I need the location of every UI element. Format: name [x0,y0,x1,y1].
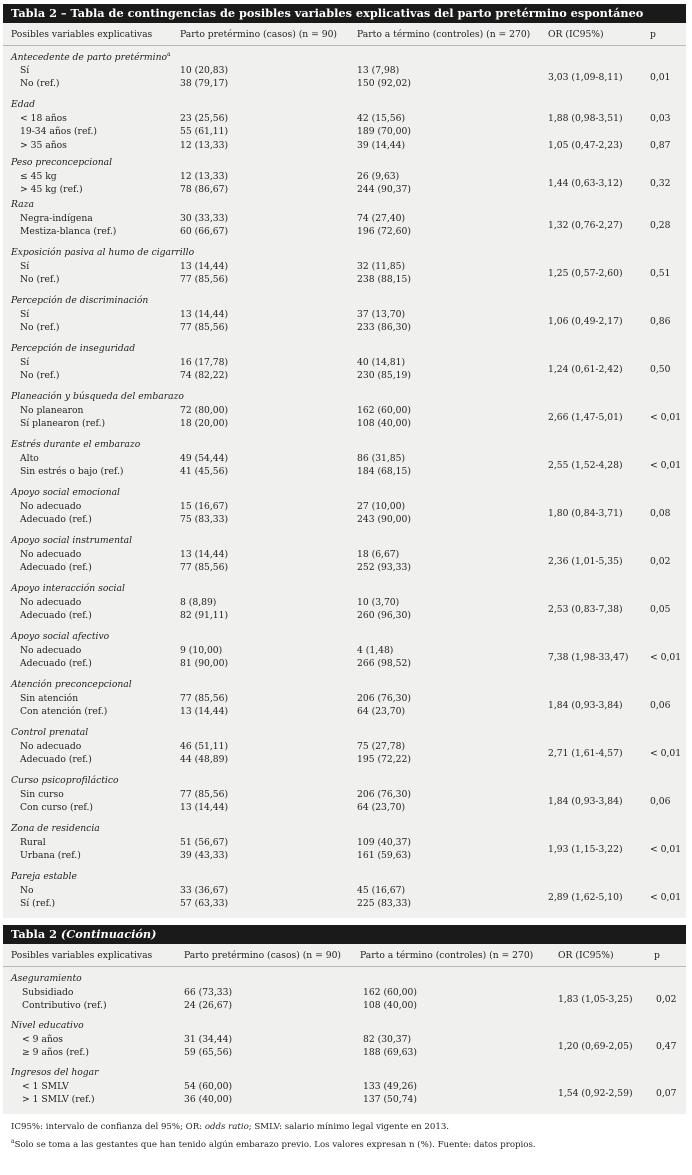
cell-or: 2,55 (1,52-4,28) [548,459,623,471]
cell-cases: 44 (48,89) [180,754,229,766]
cell-cases: 9 (10,00) [180,644,223,656]
cell-controls: 109 (40,37) [357,836,411,848]
cell-controls: 243 (90,00) [357,514,411,526]
group-name: Curso psicoprofiláctico [11,775,119,786]
cell-cases: 60 (66,67) [180,226,229,238]
cell-controls: 37 (13,70) [357,308,406,320]
group-name: Antecedente de parto pretérmino$^a$ [11,51,171,64]
cell-cases: 81 (90,00) [180,658,229,670]
cell-cases: 15 (16,67) [180,500,229,512]
cell-cases: 75 (83,33) [180,514,229,526]
table-footnotes [3,1114,686,1158]
variable-group [3,818,686,866]
group-name: Peso preconcepcional [11,157,113,168]
table-title-main: Tabla 2 [11,927,57,941]
cell-or: 1,25 (0,57-2,60) [548,267,623,279]
row-label: Sin curso [20,788,64,800]
group-name: Edad [11,99,35,110]
cell-or: 1,44 (0,63-3,12) [548,177,623,189]
variable-group [3,94,686,152]
row-label: Adecuado (ref.) [20,754,92,766]
row-label: No [20,884,34,896]
row-label: > 1 SMLV (ref.) [22,1094,95,1106]
cell-controls: 82 (30,37) [363,1033,412,1045]
row-label: Sí [20,64,30,76]
col-header-p: p [650,29,656,40]
cell-or: 1,84 (0,93-3,84) [548,699,623,711]
cell-or: 1,83 (1,05-3,25) [558,993,633,1005]
cell-controls: 64 (23,70) [357,706,406,718]
group-name: Nivel educativo [11,1020,84,1031]
cell-controls: 45 (16,67) [357,884,406,896]
cell-controls: 206 (76,30) [357,788,411,800]
row-label: Negra-indígena [20,212,93,224]
cell-cases: 13 (14,44) [180,548,229,560]
group-name: Apoyo social instrumental [11,535,133,546]
variable-group [3,578,686,626]
cell-controls: 195 (72,22) [357,754,411,766]
group-name: Apoyo social emocional [11,487,120,498]
variable-group [3,674,686,722]
group-name: Control prenatal [11,727,89,738]
cell-p: 0,02 [650,555,671,567]
row-label: 19-34 años (ref.) [20,126,97,138]
cell-cases: 55 (61,11) [180,126,229,138]
cell-or: 1,80 (0,84-3,71) [548,507,623,519]
variable-group [3,242,686,290]
cell-p: 0,03 [650,112,671,124]
table-title: Tabla 2 – Tabla de contingencias de posibles variables explicativas del parto pretérmino espontáneo [3,4,686,23]
cell-or: 2,66 (1,47-5,01) [548,411,623,423]
cell-controls: 108 (40,00) [357,418,411,430]
table-title-cont: (Continuación) [60,927,157,941]
cell-or: 2,53 (0,83-7,38) [548,603,623,615]
row-label: ≥ 9 años (ref.) [22,1047,89,1059]
cell-controls: 40 (14,81) [357,356,406,368]
cell-controls: 206 (76,30) [357,692,411,704]
cell-controls: 42 (15,56) [357,112,406,124]
row-label: No adecuado [20,644,82,656]
cell-p: 0,06 [650,795,671,807]
cell-cases: 46 (51,11) [180,740,229,752]
cell-cases: 13 (14,44) [180,308,229,320]
cell-p: < 0,01 [650,843,682,855]
row-label: Adecuado (ref.) [20,514,92,526]
cell-controls: 162 (60,00) [357,404,411,416]
row-label: No adecuado [20,548,82,560]
cell-cases: 13 (14,44) [180,802,229,814]
cell-p: < 0,01 [650,459,682,471]
col-header-cases: Parto pretérmino (casos) (n = 90) [180,29,338,40]
cell-p: 0,01 [650,71,671,83]
cell-p: < 0,01 [650,891,682,903]
footnote-note [11,1138,536,1150]
group-name: Aseguramiento [11,973,82,984]
variable-group [3,1061,686,1108]
cell-controls: 260 (96,30) [357,610,411,622]
variable-group [3,194,686,242]
cell-cases: 39 (43,33) [180,850,229,862]
cell-cases: 10 (20,83) [180,64,229,76]
row-label: > 35 años [20,140,67,152]
col-header-controls: Parto a término (controles) (n = 270) [357,29,531,40]
group-name: Apoyo social afectivo [11,631,110,642]
cell-or: 1,84 (0,93-3,84) [548,795,623,807]
row-label: Contributivo (ref.) [22,1000,107,1012]
variable-group [3,770,686,818]
cell-controls: 238 (88,15) [357,274,411,286]
cell-p: < 0,01 [650,411,682,423]
group-name: Percepción de inseguridad [11,343,136,354]
row-label: < 1 SMLV [22,1080,69,1092]
cell-controls: 137 (50,74) [363,1094,417,1106]
table-body [3,46,686,914]
cell-cases: 16 (17,78) [180,356,229,368]
cell-controls: 162 (60,00) [363,986,417,998]
variable-group [3,626,686,674]
row-label: ≤ 45 kg [20,170,57,182]
row-label: Rural [20,836,46,848]
cell-controls: 230 (85,19) [357,370,411,382]
cell-controls: 39 (14,44) [357,140,406,152]
cell-or: 1,20 (0,69-2,05) [558,1040,633,1052]
cell-controls: 225 (83,33) [357,898,411,910]
footnote-text: ; SMLV: salario mínimo legal vigente en 2013. [248,1122,450,1132]
footnote-text: Solo se toma a las gestantes que han tenido algún embarazo previo. Los valores expresan n (%). Fuente: datos propios. [14,1139,536,1150]
cell-p: 0,06 [650,699,671,711]
cell-controls: 150 (92,02) [357,78,411,90]
group-name: Pareja estable [11,871,77,882]
cell-controls: 189 (70,00) [357,126,411,138]
cell-controls: 13 (7,98) [357,64,400,76]
variable-group [3,530,686,578]
row-label: No (ref.) [20,274,60,286]
cell-controls: 10 (3,70) [357,596,400,608]
variable-group [3,338,686,386]
cell-cases: 49 (54,44) [180,452,229,464]
cell-p: 0,86 [650,315,671,327]
cell-p: 0,28 [650,219,671,231]
cell-controls: 252 (93,33) [357,562,411,574]
cell-cases: 36 (40,00) [184,1094,233,1106]
cell-controls: 4 (1,48) [357,644,394,656]
cell-or: 1,88 (0,98-3,51) [548,112,623,124]
cell-cases: 12 (13,33) [180,170,229,182]
cell-cases: 77 (85,56) [180,562,229,574]
cell-cases: 33 (36,67) [180,884,229,896]
footnote-text: IC95%: intervalo de confianza del 95%; OR: [11,1122,205,1132]
cell-controls: 27 (10,00) [357,500,406,512]
variable-group [3,722,686,770]
variable-group [3,482,686,530]
cell-cases: 74 (82,22) [180,370,229,382]
cell-or: 2,71 (1,61-4,57) [548,747,623,759]
col-header-variable: Posibles variables explicativas [11,29,153,40]
group-name: Exposición pasiva al humo de cigarrillo [11,247,195,258]
group-name: Apoyo interacción social [11,583,125,594]
cell-cases: 77 (85,56) [180,322,229,334]
cell-controls: 133 (49,26) [363,1080,417,1092]
cell-or: 1,06 (0,49-2,17) [548,315,623,327]
cell-controls: 74 (27,40) [357,212,406,224]
col-header-controls: Parto a término (controles) (n = 270) [360,950,534,961]
row-label: < 9 años [22,1033,64,1045]
footnote-mark: a [167,51,171,58]
cell-cases: 57 (63,33) [180,898,229,910]
col-header-p: p [654,950,660,961]
group-name: Ingresos del hogar [11,1067,99,1078]
cell-or: 2,36 (1,01-5,35) [548,555,623,567]
row-label: Sí [20,260,30,272]
cell-cases: 30 (33,33) [180,212,229,224]
cell-p: < 0,01 [650,651,682,663]
cell-p: < 0,01 [650,747,682,759]
cell-controls: 86 (31,85) [357,452,406,464]
group-name: Atención preconcepcional [11,679,132,690]
cell-cases: 66 (73,33) [184,986,233,998]
cell-controls: 32 (11,85) [357,260,406,272]
group-name: Planeación y búsqueda del embarazo [11,391,184,402]
footnote-abbreviations [11,1122,449,1132]
cell-or: 1,54 (0,92-2,59) [558,1087,633,1099]
cell-controls: 233 (86,30) [357,322,411,334]
cell-p: 0,32 [650,177,671,189]
row-label: No adecuado [20,596,82,608]
group-name: Zona de residencia [11,823,100,834]
row-label: Urbana (ref.) [20,850,81,862]
row-label: Sin estrés o bajo (ref.) [20,466,124,478]
cell-or: 7,38 (1,98-33,47) [548,651,629,663]
row-label: < 18 años [20,112,67,124]
row-label: Sí planearon (ref.) [20,418,106,430]
variable-group [3,967,686,1014]
cell-p: 0,50 [650,363,671,375]
cell-cases: 13 (14,44) [180,706,229,718]
variable-group [3,386,686,434]
cell-cases: 77 (85,56) [180,274,229,286]
cell-or: 1,93 (1,15-3,22) [548,843,623,855]
cell-or: 3,03 (1,09-8,11) [548,71,623,83]
group-name: Estrés durante el embarazo [11,439,141,450]
cell-cases: 13 (14,44) [180,260,229,272]
cell-cases: 41 (45,56) [180,466,229,478]
footnote-mark: a [11,1138,15,1145]
row-label: Sí (ref.) [20,898,56,910]
row-label: Mestiza-blanca (ref.) [20,226,117,238]
contingency-table [3,4,686,918]
col-header-variable: Posibles variables explicativas [11,950,153,961]
cell-p: 0,47 [656,1040,677,1052]
cell-controls: 64 (23,70) [357,802,406,814]
group-name: Percepción de discriminación [11,295,149,306]
cell-controls: 188 (69,63) [363,1047,417,1059]
cell-cases: 77 (85,56) [180,788,229,800]
cell-cases: 8 (8,89) [180,596,217,608]
row-label: Sin atención [20,692,79,704]
variable-group [3,152,686,194]
table-header-continued [3,944,686,967]
cell-cases: 18 (20,00) [180,418,229,430]
table-title-continued [3,925,686,944]
cell-p: 0,87 [650,140,671,152]
cell-controls: 108 (40,00) [363,1000,417,1012]
cell-or: 1,32 (0,76-2,27) [548,219,623,231]
cell-cases: 51 (56,67) [180,836,229,848]
cell-cases: 38 (79,17) [180,78,229,90]
cell-cases: 12 (13,33) [180,140,229,152]
cell-cases: 82 (91,11) [180,610,229,622]
group-name: Raza [11,199,34,210]
cell-p: 0,05 [650,603,671,615]
row-label: No (ref.) [20,78,60,90]
variable-group [3,46,686,94]
cell-p: 0,07 [656,1087,677,1099]
cell-or: 1,05 (0,47-2,23) [548,140,623,152]
row-label: Subsidiado [22,986,74,998]
cell-cases: 31 (34,44) [184,1033,233,1045]
table-header [3,23,686,46]
variable-group [3,1014,686,1061]
cell-cases: 78 (86,67) [180,184,229,196]
table-body-continued [3,967,686,1108]
cell-cases: 77 (85,56) [180,692,229,704]
page [3,4,686,1158]
variable-group [3,290,686,338]
cell-or: 1,24 (0,61-2,42) [548,363,623,375]
cell-controls: 161 (59,63) [357,850,411,862]
row-label: Sí [20,308,30,320]
cell-p: 0,02 [656,993,677,1005]
cell-cases: 24 (26,67) [184,1000,233,1012]
cell-controls: 184 (68,15) [357,466,411,478]
row-label: Sí [20,356,30,368]
cell-controls: 196 (72,60) [357,226,411,238]
cell-cases: 54 (60,00) [184,1080,233,1092]
col-header-cases: Parto pretérmino (casos) (n = 90) [184,950,342,961]
cell-p: 0,08 [650,507,671,519]
cell-controls: 266 (98,52) [357,658,411,670]
row-label: No adecuado [20,500,82,512]
row-label: No (ref.) [20,322,60,334]
col-header-or: OR (IC95%) [548,29,604,40]
row-label: Alto [20,452,39,464]
cell-controls: 18 (6,67) [357,548,400,560]
cell-controls: 26 (9,63) [357,170,400,182]
cell-cases: 72 (80,00) [180,404,229,416]
cell-cases: 59 (65,56) [184,1047,233,1059]
variable-group [3,866,686,914]
footnote-italic: odds ratio [204,1122,249,1132]
variable-group [3,434,686,482]
cell-controls: 244 (90,37) [357,184,411,196]
row-label: Con atención (ref.) [20,706,108,718]
col-header-or: OR (IC95%) [558,950,614,961]
row-label: Adecuado (ref.) [20,610,92,622]
cell-p: 0,51 [650,267,671,279]
cell-or: 2,89 (1,62-5,10) [548,891,623,903]
cell-controls: 75 (27,78) [357,740,406,752]
row-label: > 45 kg (ref.) [20,184,83,196]
row-label: Adecuado (ref.) [20,562,92,574]
row-label: No adecuado [20,740,82,752]
contingency-table-continued [3,925,686,1114]
row-label: No (ref.) [20,370,60,382]
row-label: No planearon [20,404,84,416]
cell-cases: 23 (25,56) [180,112,229,124]
row-label: Adecuado (ref.) [20,658,92,670]
row-label: Con curso (ref.) [20,802,94,814]
